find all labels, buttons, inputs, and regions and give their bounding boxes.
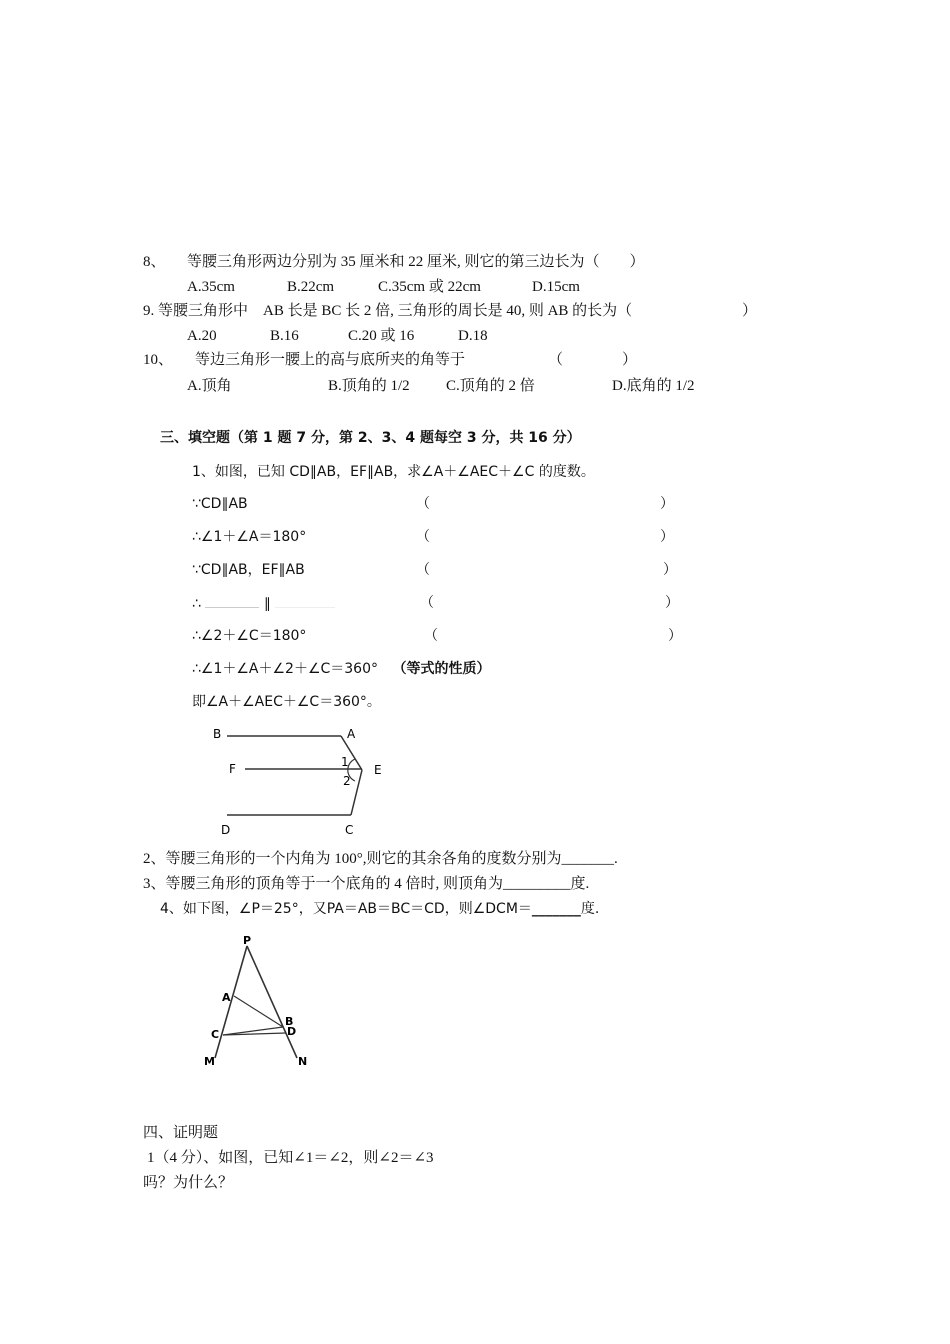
- s3-p1-conclusion-reason: （等式的性质）: [392, 661, 491, 677]
- label-e: E: [374, 763, 382, 777]
- q10-open-paren: （: [548, 352, 564, 368]
- label-c: C: [211, 1028, 220, 1041]
- q8-option-d: D.15cm: [532, 279, 580, 295]
- q10-text: 等边三角形一腰上的高与底所夹的角等于: [195, 352, 466, 368]
- s3-p1-conclusion: [192, 659, 490, 679]
- label-m: M: [204, 1055, 215, 1068]
- parallel-lines-figure: [205, 722, 405, 842]
- label-b: B: [285, 1015, 294, 1028]
- angle-p-figure: [200, 932, 320, 1072]
- ray-pn: [247, 946, 297, 1058]
- s3-p1-step-3: ∵CD∥AB，EF∥AB: [192, 562, 305, 578]
- section3-title: 三、填空题（第 1 题 7 分，第 2、3、4 题每空 3 分，共 16 分）: [160, 430, 581, 446]
- label-a: A: [222, 991, 231, 1004]
- s3-p1-close-paren-5: ）: [668, 628, 682, 644]
- s3-p4-blank: _______: [531, 901, 581, 917]
- label-b: B: [213, 727, 222, 741]
- q10-option-b: B.顶角的 1/2: [328, 378, 410, 394]
- q10-number: 10、: [143, 352, 174, 368]
- s3-p1-open-paren-4: （: [420, 595, 434, 611]
- q10-close-paren: ）: [622, 352, 638, 368]
- q10-option-a: A.顶角: [187, 378, 232, 394]
- s3-p1-open-paren-1: （: [416, 496, 430, 512]
- s3-p1-close-paren-2: ）: [660, 529, 674, 545]
- s3-p2: 2、等腰三角形的一个内角为 100°,则它的其余各角的度数分别为_______.: [143, 851, 618, 867]
- q9-option-d: D.18: [458, 328, 488, 344]
- therefore-symbol: ∴: [192, 596, 201, 612]
- s3-p1-step-1: ∵CD∥AB: [192, 496, 248, 512]
- q8-option-c: C.35cm 或 22cm: [378, 279, 481, 295]
- s3-p3: 3、等腰三角形的顶角等于一个底角的 4 倍时, 则顶角为_________度.: [143, 876, 590, 892]
- q9-close-paren: ）: [742, 303, 758, 319]
- q9-option-b: B.16: [270, 328, 299, 344]
- s3-p4-unit: 度.: [580, 901, 600, 917]
- s3-p1-close-paren-3: ）: [663, 562, 677, 578]
- s3-p1-prompt: 1、如图，已知 CD∥AB，EF∥AB，求∠A＋∠AEC＋∠C 的度数。: [192, 464, 595, 480]
- s3-p1-step-2: ∴∠1＋∠A＝180°: [192, 529, 307, 545]
- q9-option-a: A.20: [187, 328, 217, 344]
- parallel-symbol: ∥: [263, 596, 271, 612]
- q8-number: 8、: [143, 254, 166, 270]
- s4-p1-line1: 1（4 分）、如图，已知∠1＝∠2，则∠2＝∠3: [147, 1150, 434, 1166]
- s3-p1-blank-left: [205, 593, 259, 608]
- q10-option-c: C.顶角的 2 倍: [446, 378, 535, 394]
- q8-option-a: A.35cm: [187, 279, 235, 295]
- label-c: C: [345, 823, 354, 837]
- s4-p1-line2: 吗？为什么？: [143, 1175, 234, 1191]
- q8-text: 等腰三角形两边分别为 35 厘米和 22 厘米, 则它的第三边长为（ ）: [187, 254, 645, 270]
- label-p: P: [243, 934, 252, 947]
- label-2: 2: [343, 774, 351, 788]
- q8-option-b: B.22cm: [287, 279, 335, 295]
- s3-p1-step-5: ∴∠2＋∠C＝180°: [192, 628, 307, 644]
- ray-pm: [215, 946, 247, 1058]
- s3-p4-text: 4、如下图，∠P＝25°，又PA＝AB＝BC＝CD，则∠DCM＝: [160, 901, 532, 917]
- s3-p1-open-paren-2: （: [416, 529, 430, 545]
- s3-p1-conclusion-eq: ∴∠1＋∠A＋∠2＋∠C＝360°: [192, 661, 378, 677]
- q10-option-d: D.底角的 1/2: [612, 378, 695, 394]
- s3-p1-blank-right: [275, 593, 335, 608]
- q9-text: 9. 等腰三角形中 AB 长是 BC 长 2 倍, 三角形的周长是 40, 则 AB 的长为（: [143, 303, 633, 319]
- section4-title: 四、证明题: [143, 1125, 219, 1141]
- s3-p1-open-paren-5: （: [424, 628, 438, 644]
- s3-p4: [160, 899, 599, 919]
- s3-p1-final: 即∠A＋∠AEC＋∠C＝360°。: [192, 694, 381, 710]
- s3-p1-close-paren-4: ）: [665, 595, 679, 611]
- s3-p1-close-paren-1: ）: [660, 496, 674, 512]
- q9-option-c: C.20 或 16: [348, 328, 415, 344]
- label-a: A: [347, 727, 356, 741]
- s3-p1-step-4: [192, 593, 335, 614]
- label-f: F: [229, 762, 236, 776]
- s3-p1-open-paren-3: （: [416, 562, 430, 578]
- segment-ec: [351, 770, 362, 815]
- label-d: D: [221, 823, 231, 837]
- label-d: D: [287, 1025, 297, 1038]
- label-n: N: [298, 1055, 308, 1068]
- label-1: 1: [341, 755, 349, 769]
